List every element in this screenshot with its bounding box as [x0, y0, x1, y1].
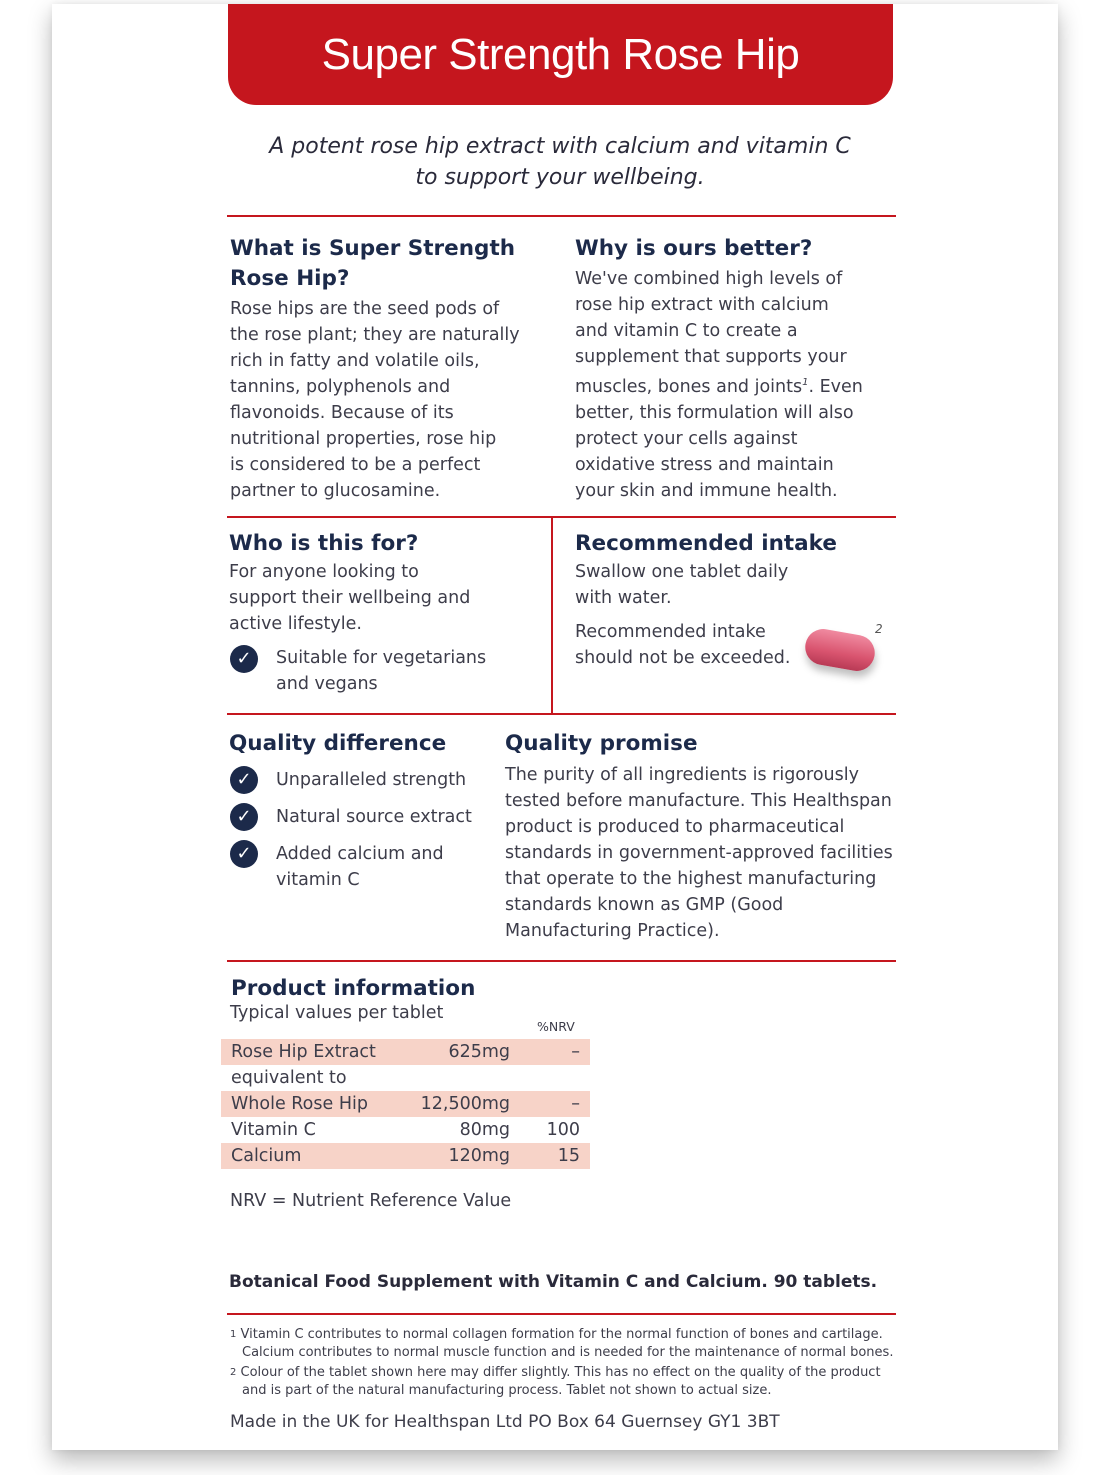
intake-warning-line-2: should not be exceeded. — [575, 648, 791, 668]
intro-text — [230, 131, 890, 193]
nutrient-amount: 12,500mg — [420, 1094, 510, 1114]
table-row — [221, 1065, 590, 1091]
who-heading: Who is this for? — [229, 531, 419, 556]
nutrient-amount: 625mg — [448, 1042, 510, 1062]
divider-3 — [227, 713, 896, 715]
what-line: the rose plant; they are naturally — [230, 325, 520, 345]
footnote-2-text: Colour of the tablet shown here may differ slightly. This has no effect on the quality of the product — [240, 1365, 881, 1380]
quality-item — [276, 841, 444, 893]
table-row — [221, 1143, 590, 1169]
footnote-ref-1: 1 — [802, 377, 809, 388]
nrv-note: NRV = Nutrient Reference Value — [230, 1191, 512, 1211]
intro-line-2: to support your wellbeing. — [415, 165, 705, 190]
who-line: active lifestyle. — [229, 614, 362, 634]
footnote-1 — [230, 1326, 893, 1362]
nrv-column-header: %NRV — [537, 1019, 575, 1034]
nutrition-table — [221, 1039, 590, 1169]
nutrient-nrv: 15 — [557, 1146, 580, 1166]
footnote-1-line-2: Calcium contributes to normal muscle function and is needed for the maintenance of normal bones. — [242, 1345, 894, 1360]
promise-line: Manufacturing Practice). — [505, 921, 720, 941]
why-line: supplement that supports your — [575, 347, 847, 367]
footnote-1-number: 1 — [230, 1329, 237, 1340]
why-line: rose hip extract with calcium — [575, 295, 829, 315]
nutrient-name: Rose Hip Extract — [231, 1042, 376, 1062]
what-line: nutritional properties, rose hip — [230, 429, 497, 449]
table-row — [221, 1039, 590, 1065]
quality-item: Natural source extract — [276, 807, 472, 827]
nutrient-name: Whole Rose Hip — [231, 1094, 368, 1114]
what-line: is considered to be a perfect — [230, 455, 481, 475]
nutrient-name: Calcium — [231, 1146, 302, 1166]
who-line: support their wellbeing and — [229, 588, 471, 608]
divider-4 — [227, 960, 896, 962]
tablet-footnote-marker: 2 — [875, 622, 883, 636]
divider-5 — [227, 1313, 896, 1315]
product-info-subheading: Typical values per tablet — [230, 1003, 444, 1023]
why-line: We've combined high levels of — [575, 269, 843, 289]
promise-line: product is produced to pharmaceutical — [505, 817, 845, 837]
what-line: Rose hips are the seed pods of — [230, 299, 500, 319]
promise-line: standards known as GMP (Good — [505, 895, 784, 915]
quality-promise-heading: Quality promise — [505, 731, 698, 756]
nutrient-name: equivalent to — [231, 1068, 347, 1088]
what-line: rich in fatty and volatile oils, — [230, 351, 480, 371]
what-line: partner to glucosamine. — [230, 481, 441, 501]
product-box-panel — [52, 4, 1058, 1450]
why-heading: Why is ours better? — [575, 236, 813, 261]
manufacturer-address: Made in the UK for Healthspan Ltd PO Box 64 Guernsey GY1 3BT — [230, 1412, 780, 1432]
intro-line-1: A potent rose hip extract with calcium and vitamin C — [269, 134, 851, 159]
why-line: protect your cells against — [575, 428, 798, 449]
intake-line: with water. — [575, 588, 672, 608]
title-banner: Super Strength Rose Hip — [228, 4, 893, 105]
vegetarian-line-1: Suitable for vegetarians — [276, 648, 487, 668]
intake-warning — [575, 619, 790, 671]
table-row — [221, 1091, 590, 1117]
nutrient-nrv: – — [571, 1094, 580, 1114]
what-line: flavonoids. Because of its — [230, 403, 454, 423]
intake-body — [575, 559, 788, 611]
promise-line: tested before manufacture. This Healthspan — [505, 791, 892, 811]
promise-line: standards in government-approved facilities — [505, 843, 893, 863]
who-body — [229, 559, 539, 637]
check-icon: ✓ — [230, 645, 258, 673]
why-line: and vitamin C to create a — [575, 321, 798, 341]
divider-2 — [227, 516, 896, 518]
promise-line: that operate to the highest manufacturing — [505, 869, 877, 889]
table-row — [221, 1117, 590, 1143]
what-body — [230, 296, 550, 504]
footnote-2 — [230, 1364, 881, 1400]
quality-difference-heading: Quality difference — [229, 731, 447, 756]
quality-item: Unparalleled strength — [276, 770, 467, 790]
promise-line: The purity of all ingredients is rigorously — [505, 765, 859, 785]
what-heading — [230, 234, 515, 294]
product-description: Botanical Food Supplement with Vitamin C and Calcium. 90 tablets. — [229, 1272, 878, 1292]
vertical-divider — [551, 516, 553, 714]
divider-top — [227, 215, 896, 217]
why-body — [575, 266, 895, 504]
why-line — [575, 370, 895, 400]
check-icon: ✓ — [230, 803, 258, 831]
product-info-heading: Product information — [231, 976, 476, 1001]
vegetarian-label — [276, 645, 486, 697]
who-line: For anyone looking to — [229, 562, 419, 582]
quality-item-line-1: Added calcium and — [276, 844, 444, 864]
what-line: tannins, polyphenols and — [230, 377, 451, 397]
intake-heading: Recommended intake — [575, 531, 837, 556]
check-icon: ✓ — [230, 840, 258, 868]
why-line: oxidative stress and maintain — [575, 454, 834, 475]
footnote-2-number: 2 — [230, 1367, 237, 1378]
nutrient-amount: 80mg — [459, 1120, 510, 1140]
what-heading-line-2: Rose Hip? — [230, 266, 350, 291]
nutrient-nrv: – — [571, 1042, 580, 1062]
footnote-2-line-2: and is part of the natural manufacturing process. Tablet not shown to actual size. — [242, 1383, 772, 1398]
why-line-tail: . Even — [808, 376, 863, 397]
quality-promise-body — [505, 762, 897, 944]
check-icon: ✓ — [230, 766, 258, 794]
why-line-text: muscles, bones and joints — [575, 376, 803, 397]
footnote-1-line-1 — [230, 1326, 893, 1344]
what-heading-line-1: What is Super Strength — [230, 236, 516, 261]
nutrient-nrv: 100 — [546, 1120, 580, 1140]
why-line: better, this formulation will also — [575, 402, 854, 423]
nutrient-amount: 120mg — [448, 1146, 510, 1166]
quality-item-line-2: vitamin C — [276, 870, 360, 890]
nutrient-name: Vitamin C — [231, 1120, 316, 1140]
footnote-1-text: Vitamin C contributes to normal collagen formation for the normal function of bones and cartilage. — [240, 1327, 883, 1342]
intake-warning-line-1: Recommended intake — [575, 622, 766, 642]
footnote-2-line-1 — [230, 1364, 881, 1382]
vegetarian-line-2: and vegans — [276, 674, 378, 694]
intake-line: Swallow one tablet daily — [575, 562, 789, 582]
why-line: your skin and immune health. — [575, 480, 838, 501]
